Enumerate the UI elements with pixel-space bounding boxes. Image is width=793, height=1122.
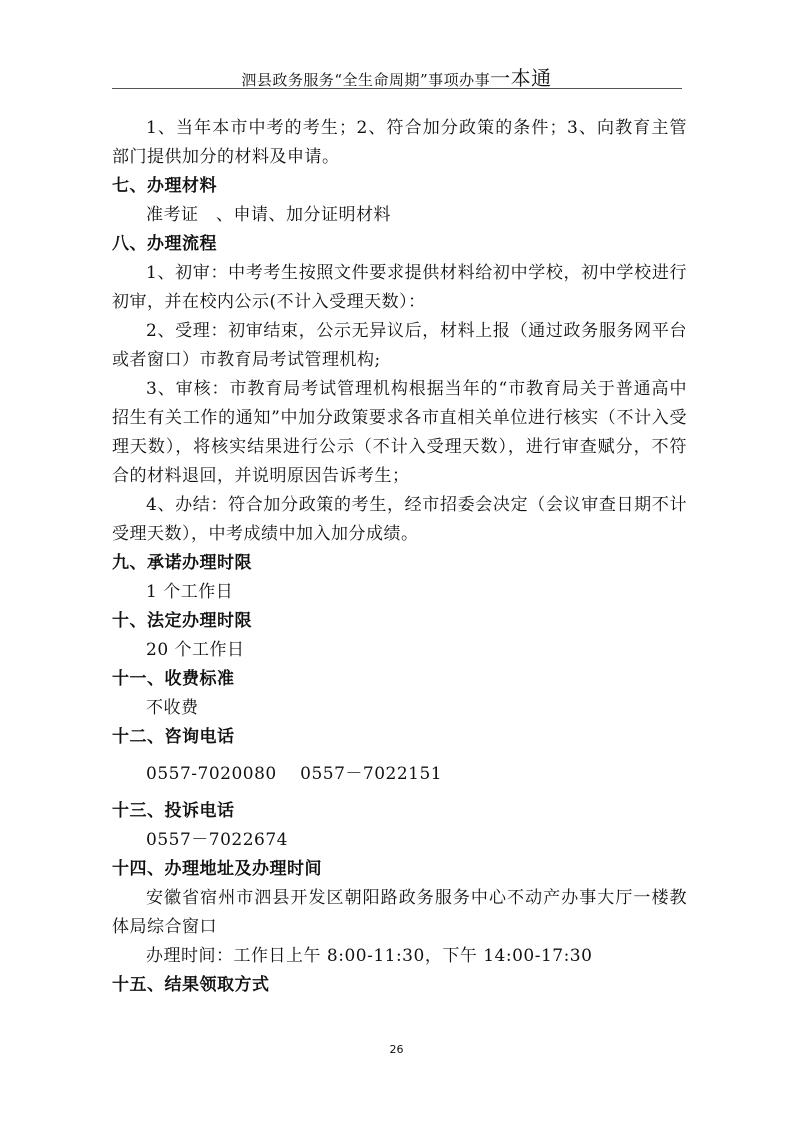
materials-paragraph: 准考证 、申请、加分证明材料 [146,205,391,225]
section-heading-complaint-phone: 十三、投诉电话 [112,801,235,821]
section-heading-address: 十四、办理地址及办理时间 [112,859,322,879]
document-body [112,114,687,1000]
section-heading-process: 八、办理流程 [112,234,217,254]
consult-phone-paragraph: 0557-7020080 0557－7022151 [146,764,443,784]
address-paragraph: 安徽省宿州市泗县开发区朝阳路政务服务中心不动产办事大厅一楼教体局综合窗口 [112,888,687,937]
process-step-3: 3、审核：市教育局考试管理机构根据当年的“市教育局关于普通高中招生有关工作的通知”中加分政策要求各市直相关单位进行核实（不计入受理天数），将核实结果进行公示（不计入受理天数），进行审查赋分，不符合的材料退回，并说明原因告诉考生； [112,379,687,486]
header-title-emphasis: 一本通 [490,66,552,90]
fees-paragraph: 不收费 [146,698,199,718]
header-title: 泗县政务服务“全生命周期”事项办事 [241,71,491,89]
section-heading-consult-phone: 十二、咨询电话 [112,727,235,747]
page-number: 26 [389,1043,404,1056]
section-heading-result-collection: 十五、结果领取方式 [112,975,270,995]
promised-time-paragraph: 1 个工作日 [146,582,234,602]
section-heading-fees: 十一、收费标准 [112,669,235,689]
complaint-phone-paragraph: 0557－7022674 [146,830,288,850]
running-header [0,62,793,91]
spacer [112,789,687,797]
process-step-1: 1、初审：中考考生按照文件要求提供材料给初中学校，初中学校进行初审，并在校内公示(不计入受理天数）： [112,263,687,312]
header-rule [112,88,682,89]
process-step-4: 4、办结：符合加分政策的考生，经市招委会决定（会议审查日期不计受理天数），中考成绩中加入加分成绩。 [112,495,687,544]
spacer [112,752,687,760]
section-heading-promised-time: 九、承诺办理时限 [112,553,252,573]
hours-paragraph: 办理时间：工作日上午 8:00-11:30，下午 14:00-17:30 [146,946,593,966]
process-step-2: 2、受理：初审结束，公示无异议后，材料上报（通过政务服务网平台或者窗口）市教育局考试管理机构; [112,321,687,370]
conditions-paragraph: 1、当年本市中考的考生；2、符合加分政策的条件；3、向教育主管部门提供加分的材料及申请。 [112,118,687,167]
section-heading-materials: 七、办理材料 [112,176,217,196]
legal-time-paragraph: 20 个工作日 [146,640,245,660]
section-heading-legal-time: 十、法定办理时限 [112,611,252,631]
